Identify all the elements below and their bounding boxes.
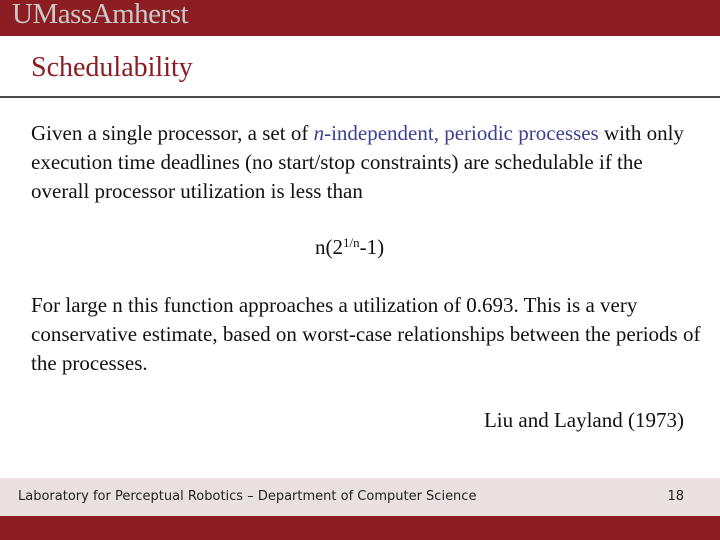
paragraph-2: For large n this function approaches a utilization of 0.693. This is a very conservative estimate, based on worst-case relationships between the periods of the processes. — [31, 293, 701, 375]
umass-amherst-logo: UMassAmherst — [12, 0, 189, 30]
footer-text: Laboratory for Perceptual Robotics – Department of Computer Science — [18, 489, 477, 504]
page-number: 18 — [667, 489, 684, 504]
header-bar — [0, 0, 720, 36]
p1-text-a: Given a single processor, a set of — [31, 121, 314, 145]
slide-body — [31, 119, 701, 206]
slide-title: Schedulability — [31, 52, 193, 83]
paragraph-1 — [31, 119, 701, 206]
p1-text-b: -independent, periodic processes — [324, 121, 599, 145]
utilization-formula — [315, 235, 384, 260]
p1-n-italic: n — [313, 121, 325, 145]
bottom-bar — [0, 516, 720, 540]
formula-exponent: 1/n — [343, 235, 360, 250]
citation: Liu and Layland (1973) — [483, 408, 684, 432]
formula-pre: n(2 — [315, 235, 343, 259]
title-divider — [0, 96, 720, 98]
p1-text-c: with only execution time deadlines (no start/stop constraints) are schedulable if the overall processor utilization is less than — [31, 121, 684, 203]
p1-highlight — [314, 121, 599, 145]
formula-post: -1) — [359, 235, 385, 259]
